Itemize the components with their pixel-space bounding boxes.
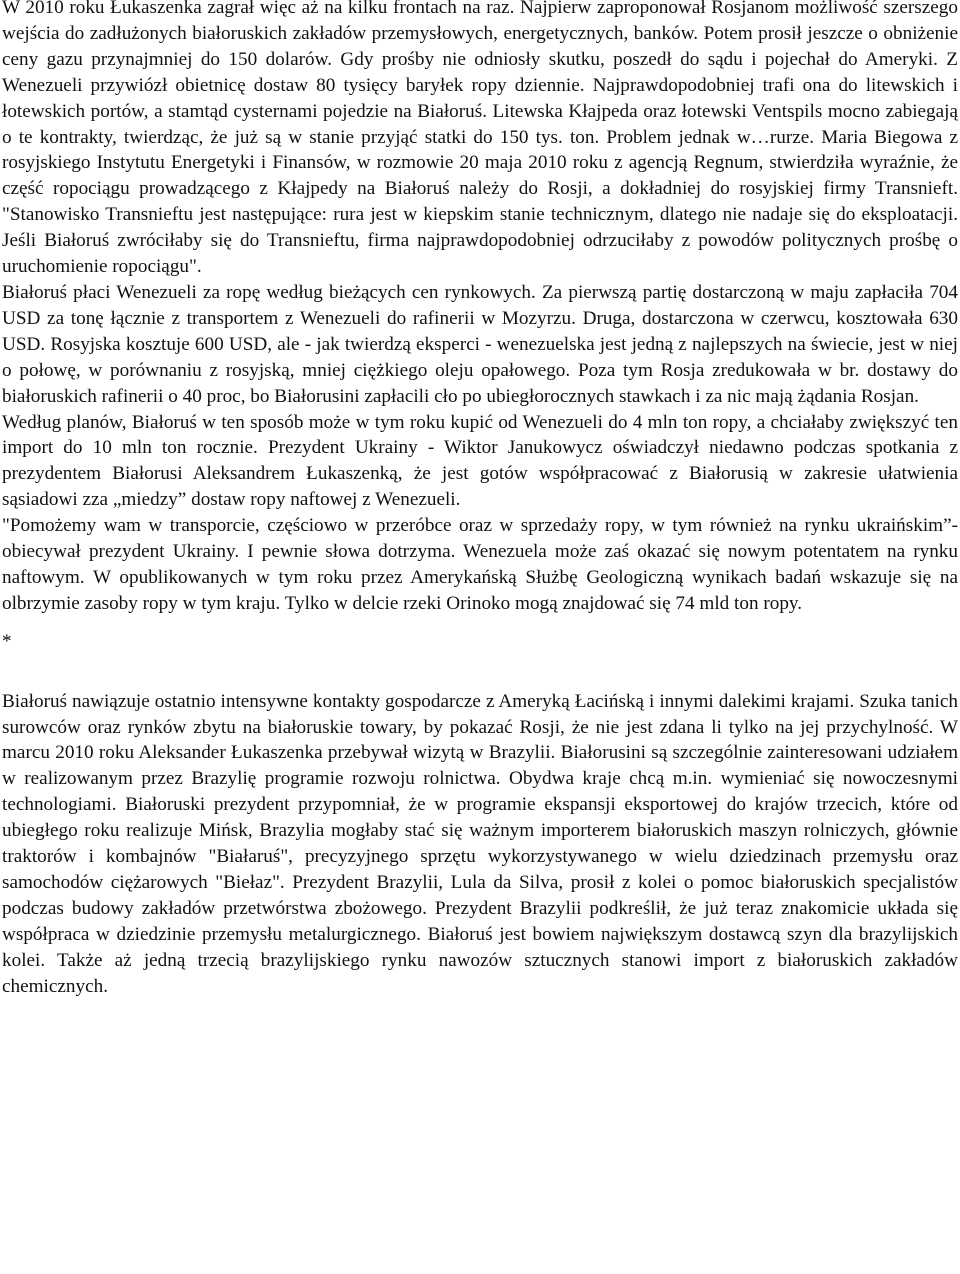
paragraph-venezuela-oil-prices: Białoruś płaci Wenezueli za ropę według bieżących cen rynkowych. Za pierwszą partię dostarczoną w maju zapłaciła 704 USD za tonę łącznie z transportem z Wenezueli do rafinerii w Mozyrzu. Druga, dostarczona w czerwcu, kosztowała 630 USD. Rosyjska kosztuje 600 USD, ale - jak twierdzą eksperci - wenezuelska jest jedną z najlepszych na świecie, jest w niej o połowę, w porównaniu z rosyjską, mniej ciężkiego oleju opałowego. Poza tym Rosja zredukowała w br. dostawy do białoruskich rafinerii o 40 proc, bo Białorusini zapłacili cło po ubiegłorocznych stawkach i za nic mają żądania Rosjan. — [2, 281, 958, 407]
section-separator: * — [2, 630, 12, 652]
paragraph-import-plans: Według planów, Białoruś w ten sposób może w tym roku kupić od Wenezueli do 4 mln ton ropy, a chciałaby zwiększyć ten import do 10 mln ton rocznie. Prezydent Ukrainy - Wiktor Janukowycz oświadczył niedawno podczas spotkania z prezydentem Białorusi Aleksandrem Łukaszenką, że jest gotów współpracować z Białorusią w zakresie ułatwienia sąsiadowi zza „miedzy” dostaw ropy naftowej z Wenezueli. — [2, 411, 958, 511]
paragraph-brazil-relations: Białoruś nawiązuje ostatnio intensywne kontakty gospodarcze z Ameryką Łacińską i innymi dalekimi krajami. Szuka tanich surowców oraz rynków zbytu na białoruskie towary, by pokazać Rosji, że nie jest zdana li tylko na jej przychylność. W marcu 2010 roku Aleksander Łukaszenka przebywał wizytą w Brazylii. Białorusini są szczególnie zainteresowani udziałem w realizowanym przez Brazylię programie rozwoju rolnictwa. Obydwa kraje chcą m.in. wymieniać się nowoczesnymi technologiami. Białoruski prezydent przypomniał, że w programie ekspansji eksportowej do krajów trzecich, które od ubiegłego roku realizuje Mińsk, Brazylia mogłaby stać się ważnym importerem białoruskich maszyn rolniczych, głównie traktorów i kombajnów "Białaruś", precyzyjnego sprzętu wykorzystywanego w wielu dziedzinach przemysłu oraz samochodów ciężarowych "Biełaz". Prezydent Brazylii, Lula da Silva, prosił z kolei o pomoc białoruskich specjalistów podczas budowy zakładów przetwórstwa zbożowego. Prezydent Brazylii podkreślił, że już teraz znakomicie układa się współpraca w dziedzinie przemysłu metalurgicznego. Białoruś jest bowiem największym dostawcą szyn dla brazylijskich kolei. Także aż jedną trzecią brazylijskiego rynku nawozów sztucznych stanowi import z białoruskich zakładów chemicznych. — [2, 690, 958, 997]
paragraph-lukaszenka-fronts: W 2010 roku Łukaszenka zagrał więc aż na kilku frontach na raz. Najpierw zaproponował Rosjanom możliwość szerszego wejścia do zadłużonych białoruskich zakładów przemysłowych, energetycznych, banków. Potem prosił jeszcze o obniżenie ceny gazu przynajmniej do 150 dolarów. Gdy prośby nie odniosły skutku, poszedł do sądu i pojechał do Ameryki. Z Wenezueli przywiózł obietnicę dostaw 80 tysięcy baryłek ropy dziennie. Najprawdopodobniej trafi ona do litewskich i łotewskich portów, a stamtąd cysternami pojedzie na Białoruś. Litewska Kłajpeda oraz łotewski Ventspils mocno zabiegają o te kontrakty, twierdząc, że już są w stanie przyjąć statki do 150 tys. ton. Problem jednak w…rurze. Maria Biegowa z rosyjskiego Instytutu Energetyki i Finansów, w rozmowie 20 maja 2010 roku z agencją Regnum, stwierdziła wyraźnie, że część ropociągu prowadzącego z Kłajpedy na Białoruś należy do Rosji, a dokładniej do rosyjskiej firmy Transnieft. "Stanowisko Transnieftu jest następujące: rura jest w kiepskim stanie technicznym, dlatego nie nadaje się do eksploatacji. Jeśli Białoruś zwróciłaby się do Transnieftu, firma najprawdopodobniej odrzuciłaby z powodów politycznych prośbę o uruchomienie ropociągu". — [2, 0, 958, 278]
paragraph-ukraine-support: "Pomożemy wam w transporcie, częściowo w przeróbce oraz w sprzedaży ropy, w tym również na rynku ukraińskim”- obiecywał prezydent Ukrainy. I pewnie słowa dotrzyma. Wenezuela może zaś okazać się nowym potentatem na rynku naftowym. W opublikowanych w tym roku przez Amerykańską Służbę Geologiczną wynikach badań wskazuje się na olbrzymie zasoby ropy w tym kraju. Tylko w delcie rzeki Orinoko mogą znajdować się 74 mld ton ropy. — [2, 515, 958, 614]
